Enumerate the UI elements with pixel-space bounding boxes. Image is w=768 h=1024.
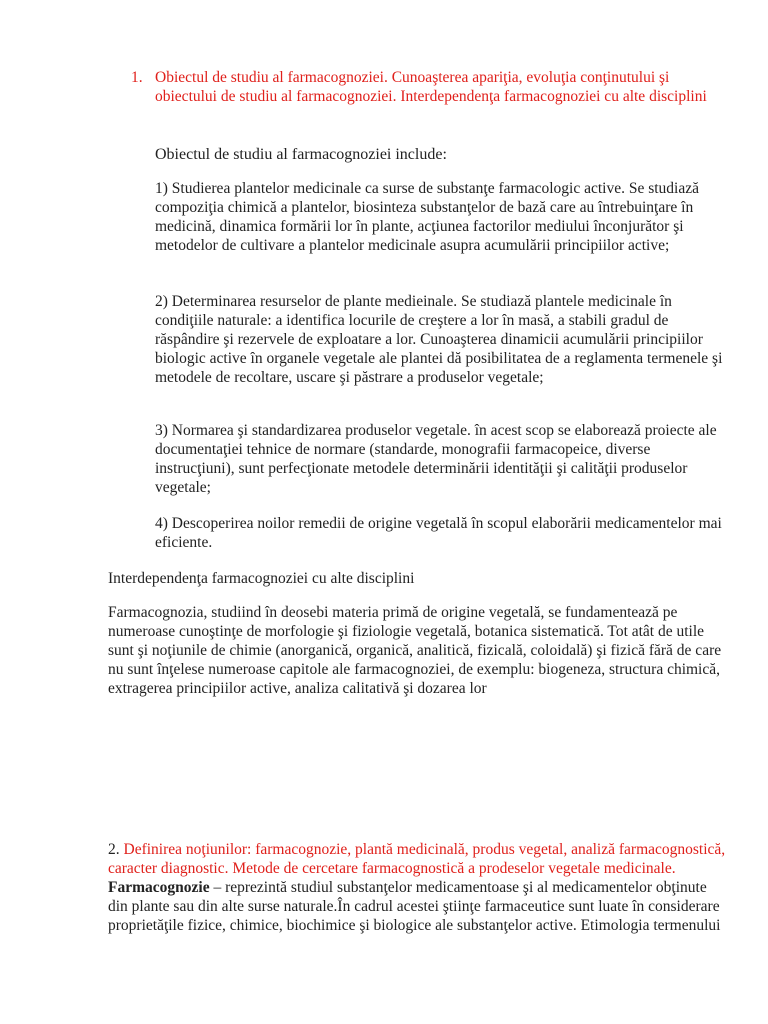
section-1-intro: Obiectul de studiu al farmacognoziei include: bbox=[155, 146, 447, 163]
list-item: 4) Descoperirea noilor remedii de origine vegetală în scopul elaborării medicamentelor mai eficiente. bbox=[155, 515, 722, 551]
section-2 bbox=[108, 840, 728, 935]
section-1-number: 1. bbox=[131, 69, 143, 86]
section-1-heading bbox=[131, 68, 721, 106]
list-item: 1) Studierea plantelor medicinale ca surse de substanţe farmacologic active. Se studiază compoziţia chimică a plantelor, biosinteza substanţelor de bază care au întrebuinţare în medicină, dinamica formării lor în plante, acţiunea factorilor mediului înconjurător şi metodelor de cultivare a plantelor medicinale asupra acumulării principiilor active; bbox=[155, 180, 700, 254]
section-2-body: – reprezintă studiul substanţelor medicamentoase şi al medicamentelor obţinute din plante sau din alte surse naturale.În cadrul acestei ştiinţe farmaceutice sunt luate în considerare proprietăţile fizice, chimice, biochimice şi biologice ale substanţelor active. Etimologia termenului bbox=[108, 879, 721, 934]
section-2-number: 2. bbox=[108, 841, 120, 858]
section-2-term: Farmacognozie bbox=[108, 879, 210, 896]
subsection-body: Farmacognozia, studiind în deosebi materia primă de origine vegetală, se fundamentează pe numeroase cunoştinţe de morfologie şi fiziologie vegetală, botanica sistematică. Tot atât de utile sunt şi noţiunile de chimie (anorganică, organică, analitică, fizicală, coloidală) şi fizică fără de care nu sunt înţelese numeroase capitole ale farmacognoziei, de exemplu: biogeneza, structura chimică, extragerea principiilor active, analiza calitativă şi dozarea lor bbox=[108, 604, 722, 697]
subsection-title: Interdependenţa farmacognoziei cu alte disciplini bbox=[108, 570, 415, 587]
list-item: 3) Normarea şi standardizarea produselor vegetale. în acest scop se elaborează proiecte ale documentaţiei tehnice de normare (standarde, monografii farmacopeice, diverse instrucţiuni), sunt perfecţionate metodele determinării identităţii şi calităţii produselor vegetale; bbox=[155, 422, 717, 496]
list-item: 2) Determinarea resurselor de plante medieinale. Se studiază plantele medicinale în condiţiile naturale: a identifica locurile de creştere a lor în masă, a stabili gradul de răspândire şi rezervele de exploatare a lor. Cunoaşterea dinamicii acumulării principiilor biologic active în organele vegetale ale plantei dă posibilitatea de a reglamenta termenele şi metodele de recoltare, uscare şi păstrare a produselor vegetale; bbox=[155, 293, 723, 386]
section-2-heading: Definirea noţiunilor: farmacognozie, plantă medicinală, produs vegetal, analiză farmacognostică, caracter diagnostic. Metode de cercetare farmacognostică a prodeselor vegetale medicinale. bbox=[108, 841, 726, 877]
section-1-heading-text: Obiectul de studiu al farmacognoziei. Cunoaşterea apariţia, evoluţia conţinutului şi obiectului de studiu al farmacognoziei. Interdependenţa farmacognoziei cu alte disciplini bbox=[155, 69, 707, 105]
